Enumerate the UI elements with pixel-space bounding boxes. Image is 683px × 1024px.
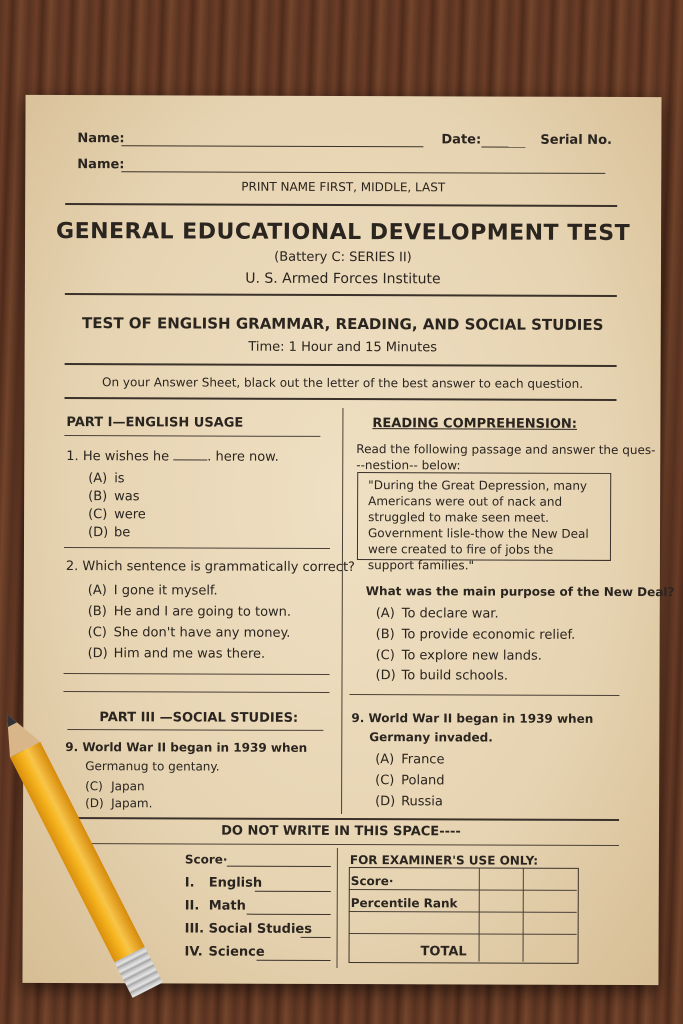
part1-heading: PART I—ENGLISH USAGE bbox=[66, 415, 244, 431]
q1-rule bbox=[64, 547, 330, 549]
q1-text-before: 1. He wishes he bbox=[66, 449, 170, 465]
q1-blank bbox=[173, 459, 207, 460]
option-letter: (A) bbox=[87, 583, 107, 599]
q9-right-line-1: 9. World War II began in 1939 when bbox=[351, 711, 594, 726]
q9-right-option-a[interactable] bbox=[375, 752, 444, 767]
option-text: France bbox=[401, 752, 445, 768]
option-letter: (D) bbox=[375, 668, 396, 684]
part3-heading: PART III —SOCIAL STUDIES: bbox=[99, 710, 299, 726]
math-line bbox=[247, 914, 331, 915]
q2-question: 2. Which sentence is grammatically correct? bbox=[65, 559, 355, 576]
score-label: Score· bbox=[184, 852, 228, 867]
q2-option-c[interactable] bbox=[88, 625, 291, 641]
examiner-score: Score· bbox=[350, 874, 394, 889]
q1-question bbox=[66, 449, 279, 465]
rule-footer-sub bbox=[63, 843, 619, 846]
time-limit: Time: 1 Hour and 15 Minutes bbox=[248, 339, 438, 356]
option-letter: (B) bbox=[375, 627, 395, 643]
score-item-label: Math bbox=[208, 898, 246, 914]
rule-instructions-bottom bbox=[64, 397, 616, 401]
reading-option-d[interactable] bbox=[376, 668, 509, 683]
option-letter: (D) bbox=[85, 796, 104, 811]
column-divider bbox=[341, 408, 343, 814]
social-studies-line bbox=[301, 937, 331, 938]
score-item-label: Social Studies bbox=[208, 921, 313, 937]
score-item-label: Science bbox=[208, 944, 265, 960]
q1-option-b[interactable] bbox=[88, 489, 139, 504]
option-letter: (D) bbox=[87, 525, 109, 541]
q1-option-d[interactable] bbox=[88, 525, 130, 540]
option-text: Russia bbox=[401, 794, 443, 810]
q9-right-line-2: Germany invaded. bbox=[369, 730, 493, 745]
part3-heading-rule bbox=[67, 729, 323, 731]
option-letter: (B) bbox=[88, 489, 108, 505]
score-item-num: I. bbox=[184, 875, 195, 891]
q1-option-a[interactable] bbox=[88, 471, 124, 486]
reading-question: What was the main purpose of the New Deal? bbox=[365, 584, 675, 600]
reading-instruction-2: --nestion-- below: bbox=[356, 458, 461, 473]
date-label: Date: bbox=[441, 132, 482, 148]
date-line bbox=[481, 146, 525, 147]
science-line bbox=[257, 960, 331, 961]
institute-name: U. S. Armed Forces Institute bbox=[245, 270, 441, 288]
option-letter: (B) bbox=[87, 604, 107, 620]
name-label-2: Name: bbox=[77, 157, 125, 173]
q9-left-option-d[interactable] bbox=[85, 796, 152, 810]
option-text: To build schools. bbox=[401, 668, 509, 684]
score-item-num: II. bbox=[184, 898, 200, 914]
q2-option-a[interactable] bbox=[88, 583, 218, 598]
option-letter: (C) bbox=[87, 625, 107, 641]
score-item-math bbox=[185, 898, 246, 913]
option-text: was bbox=[114, 489, 140, 505]
reading-passage: "During the Great Depression, many Americans were out of nack and struggled to make seen meet. Government lisle-thow the New Deal were created to fire of jobs the support families." bbox=[357, 472, 611, 561]
option-letter: (C) bbox=[88, 507, 108, 523]
option-text: I gone it myself. bbox=[113, 583, 218, 599]
reading-option-a[interactable] bbox=[376, 606, 499, 621]
score-item-science bbox=[185, 944, 265, 959]
option-letter: (D) bbox=[375, 794, 396, 810]
examiner-heading: FOR EXAMINER'S USE ONLY: bbox=[349, 853, 539, 868]
score-item-num: III. bbox=[184, 921, 205, 937]
do-not-write: DO NOT WRITE IN THIS SPACE---- bbox=[221, 823, 461, 840]
q2-rule-2 bbox=[63, 691, 329, 693]
name-label: Name: bbox=[77, 131, 125, 147]
rule-footer-top bbox=[63, 817, 619, 821]
name-line bbox=[121, 145, 423, 147]
option-text: To explore new lands. bbox=[401, 648, 542, 664]
subject-title: TEST OF ENGLISH GRAMMAR, READING, AND SOCIAL STUDIES bbox=[82, 314, 604, 334]
score-item-label: English bbox=[208, 875, 263, 891]
option-letter: (A) bbox=[375, 752, 395, 768]
option-text: He and I are going to town. bbox=[113, 604, 292, 620]
q1-text-after: . here now. bbox=[207, 449, 279, 465]
option-text: Japam. bbox=[111, 796, 153, 811]
option-text: were bbox=[114, 507, 146, 523]
option-letter: (C) bbox=[375, 648, 395, 664]
q9-right-option-c[interactable] bbox=[375, 773, 444, 788]
option-text: To provide economic relief. bbox=[401, 627, 576, 643]
part1-heading-rule bbox=[64, 435, 320, 437]
rule-title-bottom bbox=[65, 293, 617, 297]
q9-right-option-d[interactable] bbox=[375, 794, 443, 809]
option-text: Him and me was there. bbox=[113, 646, 266, 662]
q2-option-b[interactable] bbox=[88, 604, 291, 620]
footer-divider bbox=[337, 848, 338, 968]
option-text: Poland bbox=[401, 773, 445, 789]
battery-series: (Battery C: SERIES II) bbox=[274, 249, 412, 266]
percentile-rank: Percentile Rank bbox=[350, 896, 458, 911]
reading-option-b[interactable] bbox=[376, 627, 576, 643]
option-letter: (D) bbox=[87, 646, 108, 662]
reading-option-c[interactable] bbox=[376, 648, 542, 664]
option-text: be bbox=[113, 525, 131, 541]
q2-rule-1 bbox=[64, 673, 330, 675]
option-text: Japan bbox=[111, 779, 145, 794]
total-label: TOTAL bbox=[420, 944, 467, 960]
serial-label: Serial No. bbox=[540, 132, 612, 148]
rule-top bbox=[65, 203, 617, 207]
option-text: To declare war. bbox=[401, 606, 499, 622]
option-letter: (C) bbox=[375, 773, 395, 789]
option-text: is bbox=[114, 471, 125, 487]
q9-left-line-1: 9. World War II began in 1939 when bbox=[65, 740, 308, 755]
q1-option-c[interactable] bbox=[88, 507, 146, 522]
q9-left-line-2: Germanug to gentany. bbox=[85, 759, 220, 774]
option-letter: (C) bbox=[85, 779, 103, 794]
score-item-social-studies bbox=[185, 921, 312, 936]
option-text: She don't have any money. bbox=[113, 625, 291, 641]
answer-instructions: On your Answer Sheet, black out the letter of the best answer to each question. bbox=[102, 375, 584, 391]
reading-instruction-1: Read the following passage and answer the ques- bbox=[356, 442, 656, 458]
q9-left-option-c[interactable] bbox=[85, 779, 145, 793]
score-line bbox=[227, 866, 331, 867]
option-letter: (A) bbox=[88, 471, 108, 487]
english-line bbox=[255, 891, 331, 892]
reading-rule bbox=[349, 694, 619, 696]
print-instruction: PRINT NAME FIRST, MIDDLE, LAST bbox=[241, 179, 446, 195]
test-title: GENERAL EDUCATIONAL DEVELOPMENT TEST bbox=[55, 218, 631, 247]
score-item-english bbox=[185, 875, 262, 890]
q2-option-d[interactable] bbox=[88, 646, 266, 662]
score-item-num: IV. bbox=[184, 944, 203, 960]
option-letter: (A) bbox=[375, 606, 395, 622]
name-line-2 bbox=[121, 171, 605, 174]
rule-subject-bottom bbox=[65, 363, 617, 367]
reading-heading: READING COMPREHENSION: bbox=[372, 416, 578, 432]
exam-paper bbox=[22, 95, 675, 985]
